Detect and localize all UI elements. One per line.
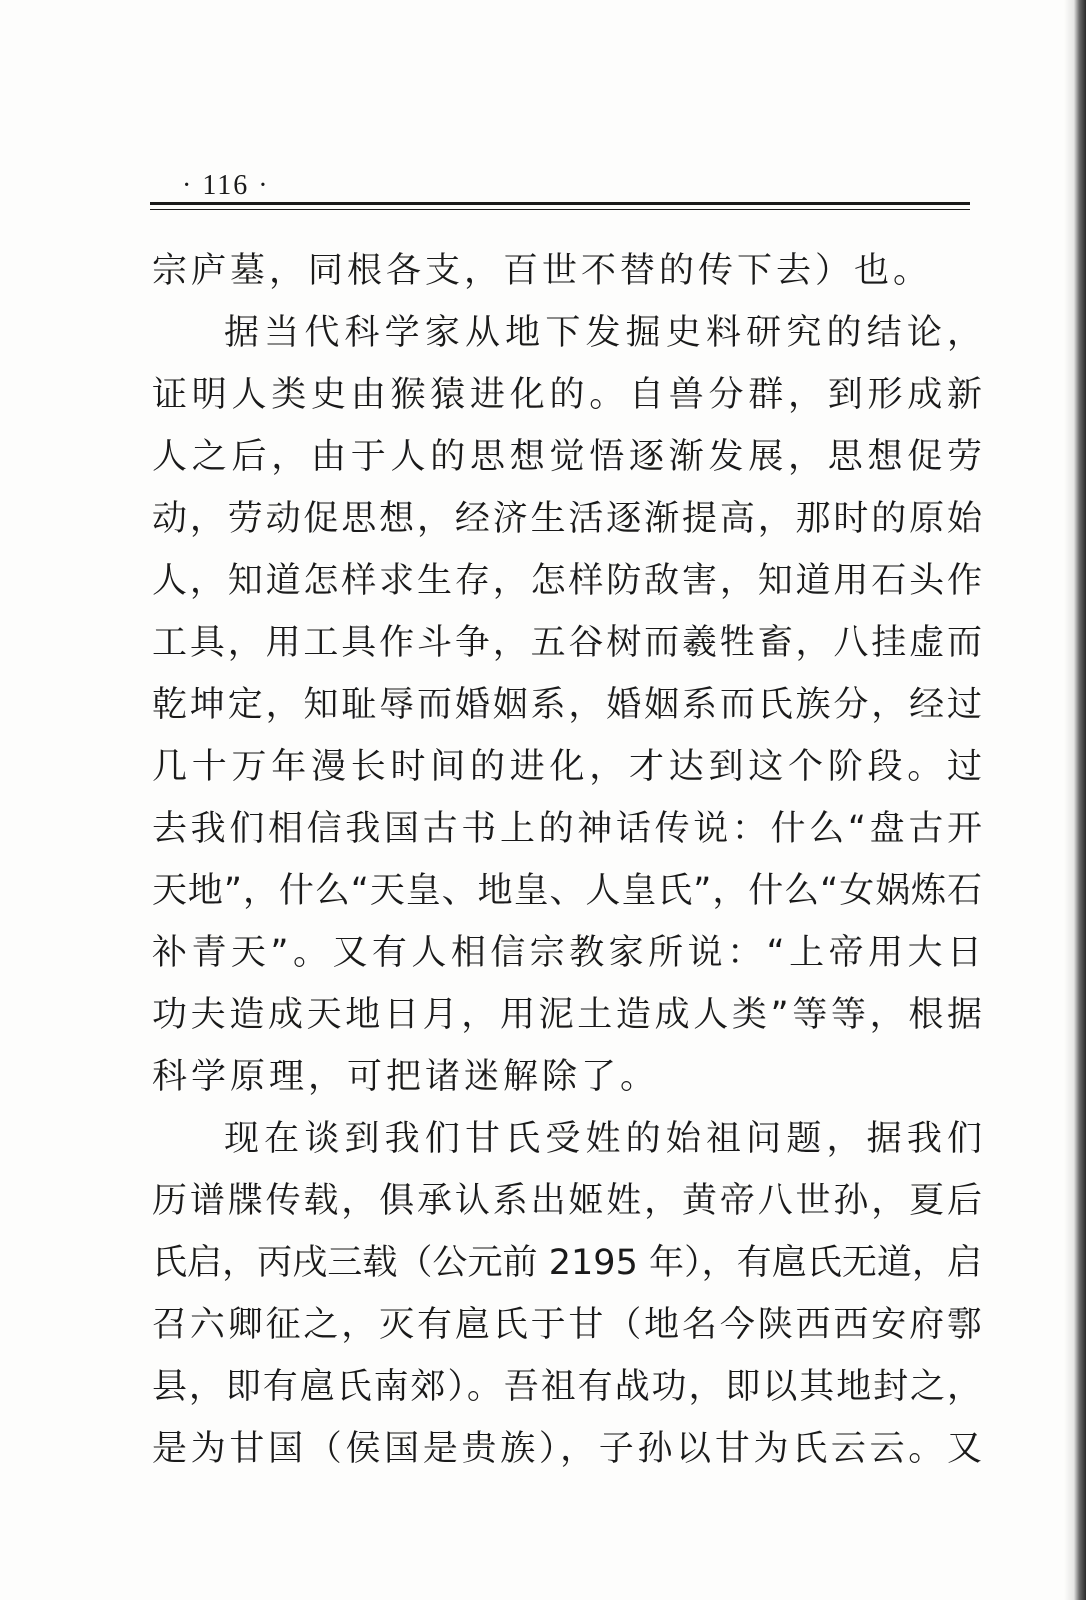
text-line: 历谱牒传载，俱承认系出姬姓，黄帝八世孙，夏后 [152, 1181, 982, 1221]
header-rule-thick [150, 202, 970, 205]
text-line: 补青天”。又有人相信宗教家所说：“上帝用大日 [152, 933, 982, 973]
text-line: 几十万年漫长时间的进化，才达到这个阶段。过 [152, 747, 982, 787]
text-line: 宗庐墓，同根各支，百世不替的传下去）也。 [152, 251, 933, 291]
text-line: 动，劳动促思想，经济生活逐渐提高，那时的原始 [152, 499, 982, 539]
text-line: 科学原理，可把诸迷解除了。 [152, 1057, 660, 1097]
text-line: 人，知道怎样求生存，怎样防敌害，知道用石头作 [152, 561, 982, 601]
header-rule-thin [150, 209, 970, 210]
text-line: 人之后，由于人的思想觉悟逐渐发展，思想促劳 [152, 437, 982, 477]
text-line: 是为甘国（侯国是贵族），子孙以甘为氏云云。又 [152, 1429, 982, 1469]
text-line: 去我们相信我国古书上的神话传说：什么“盘古开 [152, 809, 982, 849]
text-line: 乾坤定，知耻辱而婚姻系，婚姻系而氏族分，经过 [152, 685, 982, 725]
text-line: 天地”，什么“天皇、地皇、人皇氏”，什么“女娲炼石 [152, 871, 982, 911]
page-number: · 116 · [182, 170, 270, 201]
text-line: 现在谈到我们甘氏受姓的始祖问题，据我们 [224, 1119, 982, 1159]
text-line: 县，即有扈氏南郊）。吾祖有战功，即以其地封之， [152, 1367, 982, 1407]
text-line: 氏启，丙戌三载（公元前 2195 年），有扈氏无道，启 [152, 1243, 982, 1283]
body-text [152, 240, 982, 1480]
text-line: 功夫造成天地日月，用泥土造成人类”等等，根据 [152, 995, 982, 1035]
text-line: 证明人类史由猴猿进化的。自兽分群，到形成新 [152, 375, 982, 415]
page-edge-shadow [1064, 0, 1086, 1600]
text-line: 据当代科学家从地下发掘史料研究的结论， [224, 313, 982, 353]
text-line: 工具，用工具作斗争，五谷树而羲牲畜，八挂虚而 [152, 623, 982, 663]
text-line: 召六卿征之，灭有扈氏于甘（地名今陕西西安府鄠 [152, 1305, 982, 1345]
